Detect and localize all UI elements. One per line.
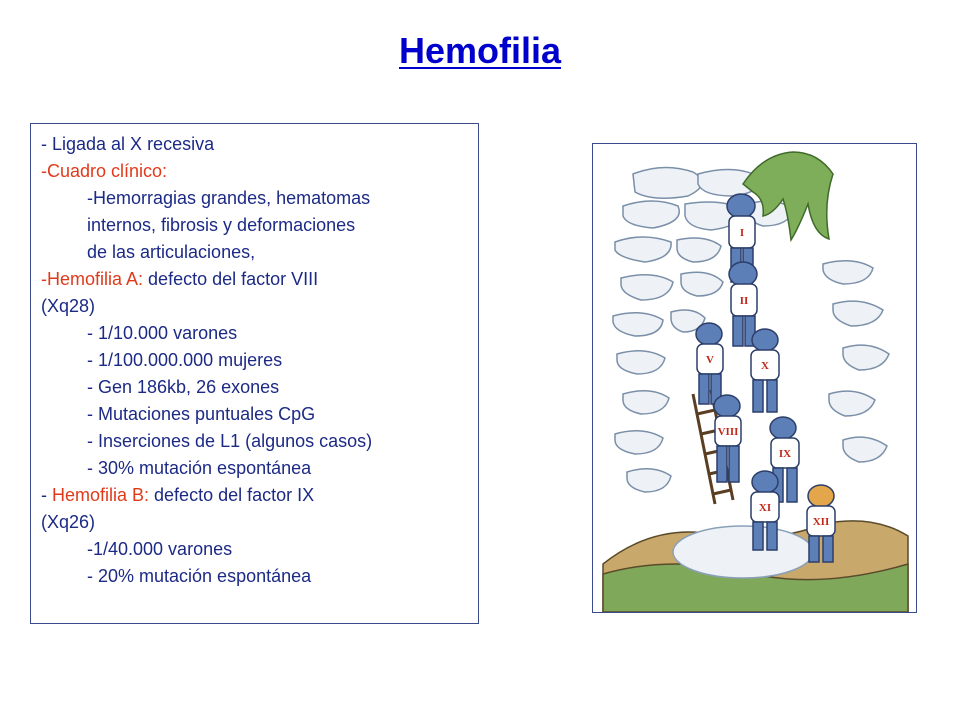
content-textbox [30, 123, 479, 624]
text-line: -1/40.000 varones [87, 539, 233, 559]
badge-XI: XI [758, 502, 772, 514]
illustration-frame [592, 143, 917, 613]
text-line: - 1/100.000.000 mujeres [87, 350, 283, 370]
text-line [41, 266, 468, 293]
text-line-heading: -Cuadro clínico: [41, 161, 168, 181]
text-span: - [41, 485, 52, 505]
text-line: - Ligada al X recesiva [41, 134, 215, 154]
text-line: de las articulaciones, [87, 242, 256, 262]
text-line: - 30% mutación espontánea [87, 458, 312, 478]
badge-IX: IX [778, 448, 792, 460]
text-heading-red: Hemofilia B: [52, 485, 150, 505]
text-line: - 20% mutación espontánea [87, 566, 312, 586]
text-line: (Xq26) [41, 512, 96, 532]
text-line [41, 482, 468, 509]
badge-II: II [739, 295, 749, 307]
text-span: defecto del factor IX [149, 485, 315, 505]
text-line: internos, fibrosis y deformaciones [87, 215, 356, 235]
badge-V: V [706, 354, 714, 366]
badge-I: I [739, 227, 745, 239]
badge-XII: XII [812, 516, 830, 528]
slide-title: Hemofilia [398, 30, 562, 71]
illustration-cartoon [593, 144, 916, 612]
text-line: - Inserciones de L1 (algunos casos) [87, 431, 373, 451]
text-line: - Mutaciones puntuales CpG [87, 404, 316, 424]
text-line: (Xq28) [41, 296, 96, 316]
badge-VIII: VIII [717, 426, 739, 438]
badge-X: X [761, 360, 769, 372]
green-waterfall [743, 152, 833, 240]
text-heading-red: -Hemofilia A: [41, 269, 144, 289]
text-span: defecto del factor VIII [143, 269, 319, 289]
text-line: - 1/10.000 varones [87, 323, 238, 343]
text-line: -Hemorragias grandes, hematomas [87, 188, 371, 208]
text-line: - Gen 186kb, 26 exones [87, 377, 280, 397]
